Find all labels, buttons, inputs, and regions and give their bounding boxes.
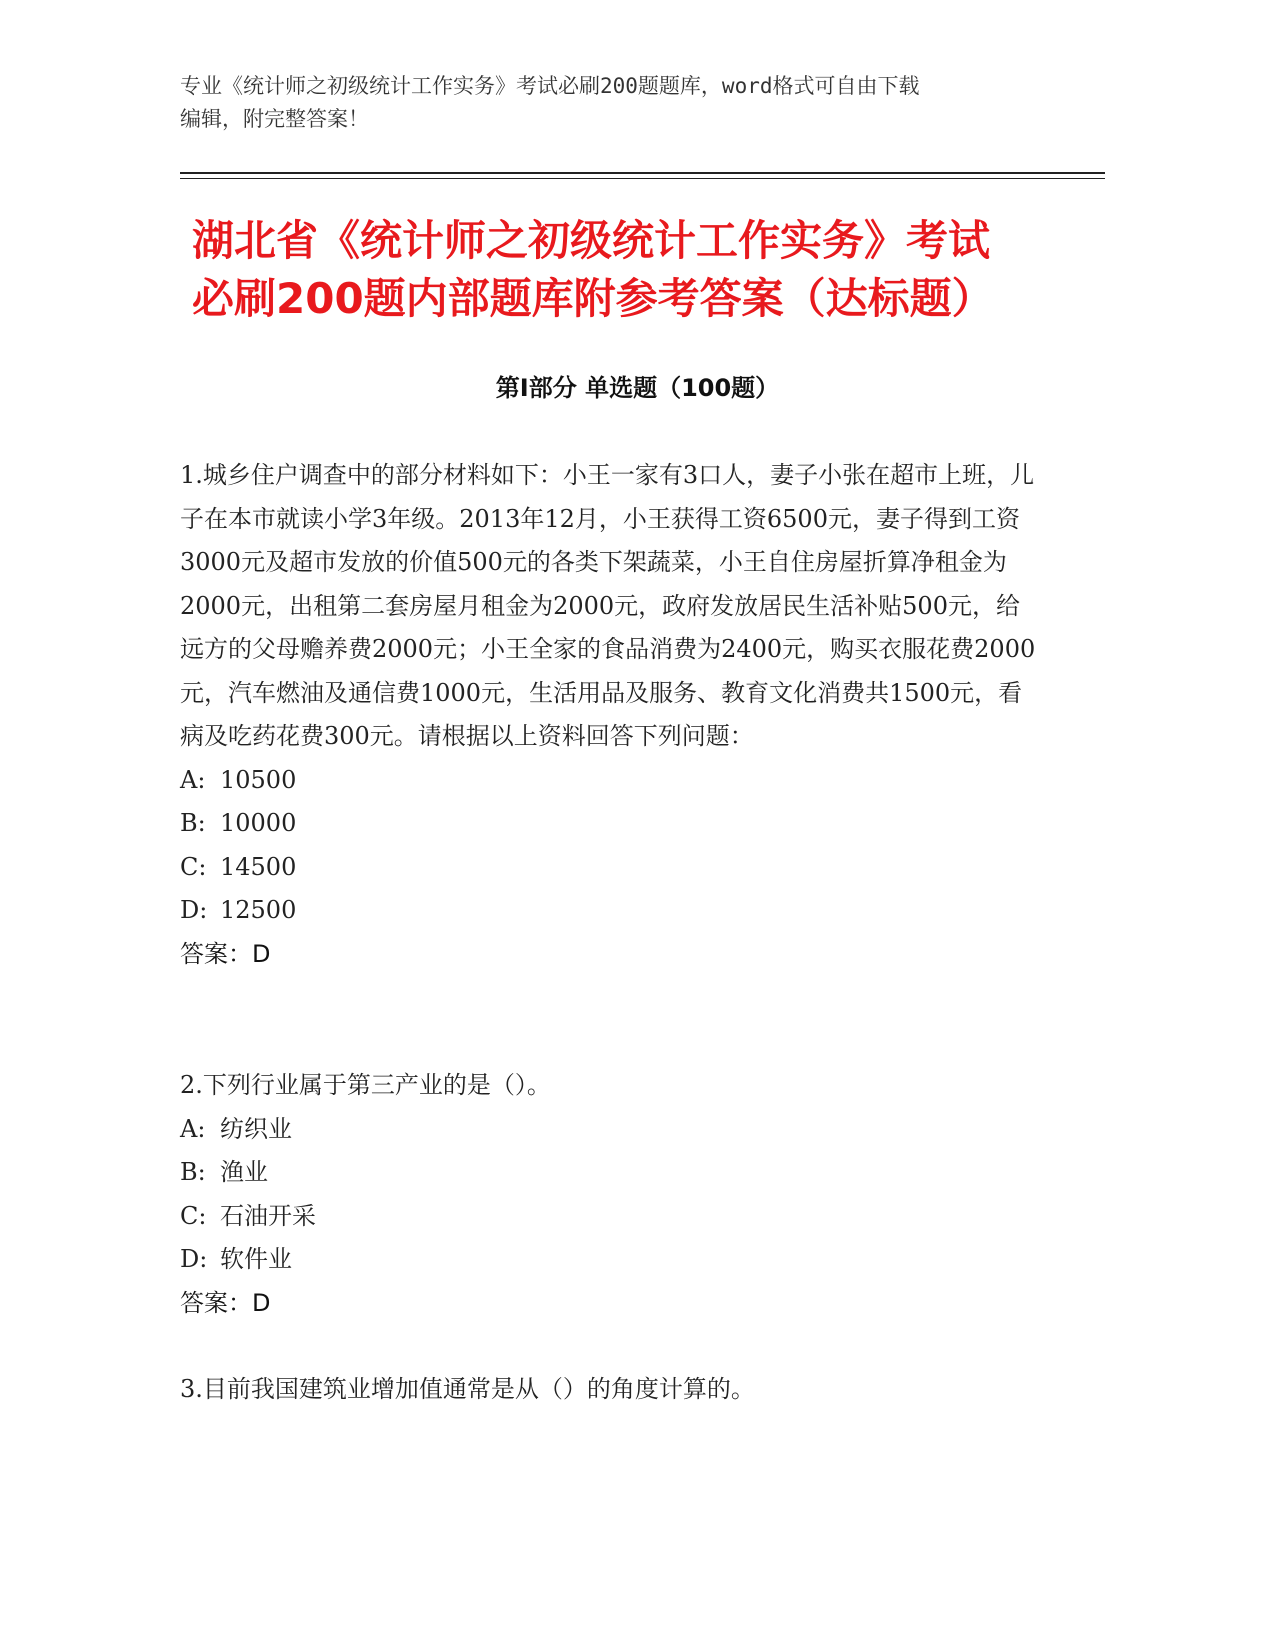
option-key: B: [180, 809, 206, 837]
question-1 [180, 454, 1040, 976]
option-key: D: [180, 1245, 208, 1273]
header-note-line-2: 编辑，附完整答案！ [180, 107, 369, 131]
option-a [180, 1108, 1040, 1152]
option-key: C: [180, 1201, 207, 1230]
question-stem: 2.下列行业属于第三产业的是（）。 [180, 1071, 551, 1099]
section-heading: 第Ⅰ部分 单选题（100题） [495, 374, 780, 402]
document-title-line-1: 湖北省《统计师之初级统计工作实务》考试 [192, 216, 991, 265]
option-b [180, 802, 1040, 846]
option-d [180, 1238, 1040, 1282]
answer-line: 答案：D [180, 1288, 271, 1317]
question-3 [180, 1368, 1040, 1412]
document-title [192, 212, 1092, 328]
option-key: A: [180, 1114, 206, 1143]
option-key: B: [180, 1158, 206, 1186]
option-text: 12500 [220, 896, 297, 924]
option-a [180, 759, 1040, 803]
option-text: 14500 [220, 852, 297, 881]
option-text: 10000 [220, 809, 297, 837]
header-divider-thin [180, 178, 1105, 179]
header-note-line-1: 专业《统计师之初级统计工作实务》考试必刷200题题库，word格式可自由下载 [180, 74, 920, 98]
option-text: 石油开采 [220, 1201, 316, 1230]
option-key: A: [180, 765, 206, 794]
option-text: 渔业 [220, 1158, 268, 1186]
header-divider-thick [180, 172, 1105, 174]
header-note [180, 70, 1050, 136]
question-stem: 1.城乡住户调查中的部分材料如下：小王一家有3口人，妻子小张在超市上班，儿子在本市就读小学3年级。2013年12月，小王获得工资6500元，妻子得到工资3000元及超市发放的价值500元的各类下架蔬菜，小王自住房屋折算净租金为2000元，出租第二套房屋月租金为2000元，政府发放居民生活补贴500元，给远方的父母赡养费2000元；小王全家的食品消费为2400元，购买衣服花费2000元，汽车燃油及通信费1000元，生活用品及服务、教育文化消费共1500元，看病及吃药花费300元。请根据以上资料回答下列问题： [180, 461, 1036, 750]
option-text: 10500 [220, 765, 297, 794]
option-key: D: [180, 896, 208, 924]
document-title-line-2: 必刷200题内部题库附参考答案（达标题） [192, 274, 994, 323]
option-d [180, 889, 1040, 933]
question-2 [180, 1064, 1040, 1325]
option-text: 软件业 [220, 1245, 292, 1273]
question-stem: 3.目前我国建筑业增加值通常是从（）的角度计算的。 [180, 1375, 755, 1403]
answer-line: 答案：D [180, 939, 271, 968]
option-b [180, 1151, 1040, 1195]
option-text: 纺织业 [220, 1114, 292, 1143]
option-c [180, 1195, 1040, 1239]
option-key: C: [180, 852, 207, 881]
option-c [180, 846, 1040, 890]
